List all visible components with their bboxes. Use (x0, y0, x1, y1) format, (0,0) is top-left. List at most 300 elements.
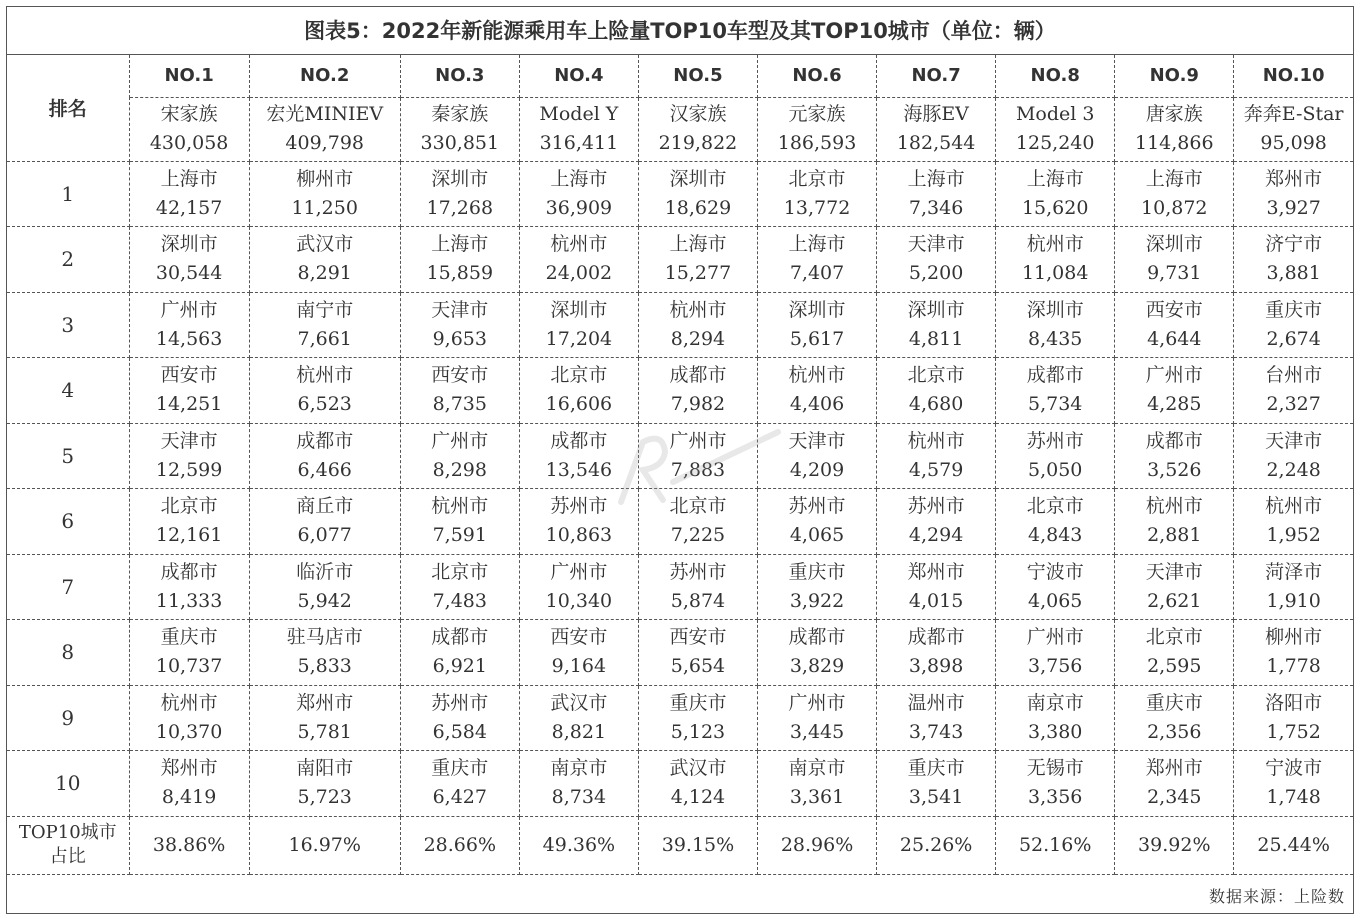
city-name: 重庆市 (907, 757, 965, 780)
city-volume: 7,225 (670, 524, 726, 547)
city-volume: 2,327 (1266, 393, 1321, 416)
model-total: 186,593 (777, 132, 857, 154)
city-cell (249, 554, 400, 620)
city-volume: 5,617 (789, 327, 845, 350)
city-volume: 5,734 (1027, 393, 1083, 416)
city-name: 上海市 (431, 233, 489, 256)
table-row (7, 161, 1353, 227)
city-volume: 5,781 (297, 720, 352, 743)
city-volume: 6,584 (432, 720, 487, 743)
city-volume: 5,654 (670, 655, 726, 678)
table-frame (6, 6, 1354, 914)
city-name: 深圳市 (907, 298, 965, 321)
city-name: 苏州市 (550, 495, 608, 518)
city-cell (1234, 554, 1353, 620)
city-cell (249, 161, 400, 227)
city-volume: 3,756 (1027, 655, 1083, 678)
city-cell (519, 161, 638, 227)
model-name: Model Y (539, 103, 619, 125)
city-cell (400, 489, 519, 555)
city-volume: 3,380 (1027, 720, 1083, 743)
city-name: 武汉市 (550, 691, 608, 714)
model-header-cell (129, 97, 249, 161)
city-cell (519, 685, 638, 751)
city-volume: 5,942 (297, 589, 352, 612)
city-cell (1115, 489, 1234, 555)
city-name: 北京市 (1145, 626, 1203, 649)
city-name: 洛阳市 (1265, 691, 1323, 714)
city-name: 杭州市 (1265, 495, 1323, 518)
city-volume: 8,419 (161, 786, 217, 809)
city-name: 成都市 (1145, 429, 1203, 452)
city-volume: 11,084 (1021, 262, 1089, 285)
city-volume: 36,909 (545, 196, 613, 219)
city-cell (249, 423, 400, 489)
city-name: 苏州市 (669, 560, 727, 583)
city-name: 广州市 (431, 429, 489, 452)
table-row (7, 227, 1353, 293)
city-volume: 6,077 (297, 524, 352, 547)
city-name: 济宁市 (1265, 233, 1323, 256)
city-name: 北京市 (1026, 495, 1084, 518)
city-cell (877, 620, 996, 686)
city-cell (758, 489, 877, 555)
rank-number: 5 (7, 423, 129, 489)
city-cell (400, 554, 519, 620)
city-cell (638, 489, 757, 555)
city-volume: 3,445 (789, 720, 845, 743)
city-cell (1115, 751, 1234, 817)
city-cell (877, 358, 996, 424)
city-name: 上海市 (1026, 167, 1084, 190)
share-label-cell (7, 816, 129, 874)
top10-share-value: 25.26% (877, 816, 996, 874)
city-volume: 10,863 (545, 524, 613, 547)
city-volume: 3,881 (1266, 262, 1321, 285)
city-volume: 10,737 (155, 655, 223, 678)
city-volume: 13,772 (783, 196, 851, 219)
city-volume: 4,644 (1147, 327, 1202, 350)
city-cell (519, 358, 638, 424)
city-volume: 1,778 (1266, 655, 1321, 678)
city-name: 南阳市 (296, 757, 354, 780)
city-volume: 11,333 (155, 589, 223, 612)
city-name: 成都市 (788, 626, 846, 649)
city-volume: 7,483 (432, 589, 487, 612)
city-name: 西安市 (669, 626, 727, 649)
city-name: 成都市 (296, 429, 354, 452)
city-cell (758, 227, 877, 293)
city-cell (996, 292, 1115, 358)
city-volume: 7,346 (908, 196, 964, 219)
city-volume: 3,356 (1027, 786, 1083, 809)
city-cell (519, 751, 638, 817)
city-volume: 5,874 (670, 589, 726, 612)
city-name: 深圳市 (1145, 233, 1203, 256)
table-row (7, 620, 1353, 686)
header-row-rank-numbers (7, 55, 1353, 97)
city-volume: 2,248 (1266, 458, 1321, 481)
city-cell (1234, 685, 1353, 751)
city-cell (996, 685, 1115, 751)
city-name: 成都市 (669, 364, 727, 387)
city-name: 宁波市 (1026, 560, 1084, 583)
share-label-line1: TOP10城市 (18, 822, 117, 843)
city-name: 北京市 (431, 560, 489, 583)
city-volume: 6,466 (297, 458, 352, 481)
city-volume: 6,921 (432, 655, 487, 678)
city-volume: 4,843 (1027, 524, 1083, 547)
city-volume: 6,427 (432, 786, 487, 809)
city-cell (877, 685, 996, 751)
model-total: 409,798 (285, 132, 364, 154)
city-name: 杭州市 (1026, 233, 1084, 256)
table-row (7, 423, 1353, 489)
city-cell (758, 685, 877, 751)
rank-number: 4 (7, 358, 129, 424)
city-cell (129, 423, 249, 489)
city-volume: 5,833 (297, 655, 352, 678)
city-volume: 7,883 (670, 458, 726, 481)
city-cell (129, 161, 249, 227)
model-total: 182,544 (896, 132, 976, 154)
city-name: 上海市 (160, 167, 218, 190)
model-name: 宋家族 (160, 103, 218, 125)
city-cell (129, 685, 249, 751)
city-name: 深圳市 (788, 298, 846, 321)
top10-share-value: 52.16% (996, 816, 1115, 874)
city-cell (1115, 685, 1234, 751)
city-volume: 1,748 (1266, 786, 1321, 809)
city-cell (758, 423, 877, 489)
city-name: 成都市 (550, 429, 608, 452)
model-rank-label: NO.8 (996, 55, 1115, 97)
city-name: 南京市 (550, 757, 608, 780)
table-row (7, 685, 1353, 751)
city-cell (758, 554, 877, 620)
city-cell (519, 227, 638, 293)
model-header-cell (758, 97, 877, 161)
city-name: 上海市 (788, 233, 846, 256)
city-cell (249, 227, 400, 293)
city-cell (638, 554, 757, 620)
city-cell (519, 423, 638, 489)
city-volume: 15,620 (1021, 196, 1089, 219)
city-cell (129, 292, 249, 358)
model-total: 316,411 (539, 132, 619, 154)
city-volume: 4,015 (908, 589, 964, 612)
city-name: 广州市 (160, 298, 218, 321)
city-name: 杭州市 (296, 364, 354, 387)
model-name: Model 3 (1015, 103, 1095, 125)
city-volume: 5,200 (908, 262, 964, 285)
city-volume: 4,285 (1147, 393, 1202, 416)
city-name: 重庆市 (669, 691, 727, 714)
city-volume: 14,251 (155, 393, 223, 416)
city-volume: 2,674 (1266, 327, 1321, 350)
city-cell (129, 751, 249, 817)
table-row (7, 751, 1353, 817)
city-cell (877, 489, 996, 555)
city-cell (1234, 620, 1353, 686)
city-volume: 2,356 (1147, 720, 1202, 743)
header-row-models (7, 97, 1353, 161)
city-volume: 3,361 (789, 786, 845, 809)
top10-share-value: 25.44% (1234, 816, 1353, 874)
city-name: 苏州市 (788, 495, 846, 518)
city-volume: 7,982 (670, 393, 726, 416)
city-cell (519, 554, 638, 620)
city-cell (1234, 751, 1353, 817)
city-name: 武汉市 (296, 233, 354, 256)
top10-share-value: 16.97% (249, 816, 400, 874)
city-volume: 4,294 (908, 524, 964, 547)
model-header-cell (249, 97, 400, 161)
city-volume: 9,731 (1147, 262, 1202, 285)
city-volume: 4,124 (670, 786, 726, 809)
city-cell (1115, 227, 1234, 293)
city-cell (400, 423, 519, 489)
city-name: 广州市 (1145, 364, 1203, 387)
city-volume: 17,204 (545, 327, 613, 350)
city-name: 菏泽市 (1265, 560, 1323, 583)
city-name: 北京市 (550, 364, 608, 387)
city-name: 深圳市 (431, 167, 489, 190)
city-volume: 3,526 (1147, 458, 1202, 481)
city-name: 无锡市 (1026, 757, 1084, 780)
city-volume: 24,002 (545, 262, 613, 285)
city-cell (249, 489, 400, 555)
city-cell (638, 423, 757, 489)
city-name: 天津市 (788, 429, 846, 452)
city-volume: 12,161 (155, 524, 223, 547)
model-name: 汉家族 (669, 103, 727, 125)
city-name: 北京市 (669, 495, 727, 518)
top10-share-value: 49.36% (519, 816, 638, 874)
city-cell (996, 358, 1115, 424)
city-name: 苏州市 (431, 691, 489, 714)
city-name: 杭州市 (788, 364, 846, 387)
city-name: 深圳市 (669, 167, 727, 190)
city-cell (638, 685, 757, 751)
model-rank-label: NO.5 (638, 55, 757, 97)
rank-number: 2 (7, 227, 129, 293)
table-row (7, 554, 1353, 620)
table-row (7, 489, 1353, 555)
city-cell (249, 292, 400, 358)
city-name: 苏州市 (1026, 429, 1084, 452)
city-name: 重庆市 (1145, 691, 1203, 714)
top10-share-value: 28.96% (758, 816, 877, 874)
model-header-cell (877, 97, 996, 161)
city-volume: 1,910 (1266, 589, 1321, 612)
city-volume: 17,268 (426, 196, 494, 219)
city-name: 成都市 (160, 560, 218, 583)
city-volume: 3,922 (789, 589, 845, 612)
city-name: 北京市 (160, 495, 218, 518)
city-cell (400, 751, 519, 817)
city-cell (249, 685, 400, 751)
model-name: 奔奔E-Star (1243, 103, 1344, 125)
city-volume: 11,250 (291, 196, 358, 219)
model-name: 秦家族 (431, 103, 489, 125)
city-cell (519, 489, 638, 555)
city-volume: 6,523 (297, 393, 352, 416)
city-cell (996, 227, 1115, 293)
table-row (7, 358, 1353, 424)
city-name: 郑州市 (1145, 757, 1203, 780)
model-total: 430,058 (149, 132, 229, 154)
city-name: 北京市 (907, 364, 965, 387)
city-name: 郑州市 (296, 691, 354, 714)
city-cell (400, 685, 519, 751)
city-name: 上海市 (907, 167, 965, 190)
city-cell (400, 620, 519, 686)
city-name: 驻马店市 (286, 626, 363, 649)
city-name: 郑州市 (907, 560, 965, 583)
ranking-table (7, 55, 1353, 875)
city-volume: 4,065 (1027, 589, 1083, 612)
city-name: 西安市 (550, 626, 608, 649)
city-volume: 4,579 (908, 458, 964, 481)
city-volume: 15,859 (426, 262, 494, 285)
city-volume: 3,541 (908, 786, 964, 809)
city-volume: 10,340 (545, 589, 613, 612)
city-volume: 14,563 (155, 327, 223, 350)
city-cell (758, 292, 877, 358)
city-volume: 7,661 (297, 327, 352, 350)
city-name: 重庆市 (788, 560, 846, 583)
city-cell (1234, 489, 1353, 555)
city-cell (129, 489, 249, 555)
city-name: 上海市 (669, 233, 727, 256)
city-name: 台州市 (1265, 364, 1323, 387)
city-volume: 8,735 (432, 393, 487, 416)
rank-number: 6 (7, 489, 129, 555)
city-cell (249, 358, 400, 424)
model-total: 125,240 (1015, 132, 1095, 154)
table-row (7, 292, 1353, 358)
model-name: 元家族 (788, 103, 846, 125)
city-name: 温州市 (907, 691, 965, 714)
city-volume: 1,752 (1266, 720, 1321, 743)
city-volume: 3,743 (908, 720, 964, 743)
city-name: 成都市 (907, 626, 965, 649)
city-name: 重庆市 (1265, 298, 1323, 321)
city-cell (877, 423, 996, 489)
city-cell (519, 292, 638, 358)
city-volume: 16,606 (545, 393, 613, 416)
city-cell (996, 554, 1115, 620)
rank-header: 排名 (7, 55, 129, 161)
city-volume: 2,881 (1147, 524, 1202, 547)
city-name: 杭州市 (907, 429, 965, 452)
city-name: 临沂市 (296, 560, 354, 583)
city-cell (129, 620, 249, 686)
model-header-cell (400, 97, 519, 161)
top10-share-value: 39.92% (1115, 816, 1234, 874)
rank-number: 1 (7, 161, 129, 227)
city-cell (877, 554, 996, 620)
rank-number: 3 (7, 292, 129, 358)
city-volume: 10,872 (1141, 196, 1208, 219)
city-cell (1115, 292, 1234, 358)
model-total: 95,098 (1260, 132, 1327, 154)
city-name: 上海市 (1145, 167, 1203, 190)
city-cell (638, 358, 757, 424)
city-name: 深圳市 (550, 298, 608, 321)
city-volume: 1,952 (1266, 524, 1321, 547)
city-volume: 5,723 (297, 786, 352, 809)
city-cell (1234, 423, 1353, 489)
city-cell (877, 227, 996, 293)
city-name: 天津市 (907, 233, 965, 256)
city-volume: 30,544 (155, 262, 223, 285)
city-cell (129, 227, 249, 293)
city-name: 郑州市 (160, 757, 218, 780)
city-volume: 12,599 (155, 458, 223, 481)
rank-number: 8 (7, 620, 129, 686)
city-name: 上海市 (550, 167, 608, 190)
city-cell (638, 161, 757, 227)
share-row (7, 816, 1353, 874)
city-volume: 4,680 (908, 393, 964, 416)
city-name: 南宁市 (296, 298, 354, 321)
city-cell (1115, 620, 1234, 686)
city-name: 成都市 (431, 626, 489, 649)
city-volume: 10,370 (155, 720, 223, 743)
model-rank-label: NO.10 (1234, 55, 1353, 97)
city-cell (1234, 161, 1353, 227)
model-rank-label: NO.1 (129, 55, 249, 97)
city-volume: 3,829 (789, 655, 845, 678)
city-name: 柳州市 (296, 167, 354, 190)
rank-number: 10 (7, 751, 129, 817)
city-name: 深圳市 (1026, 298, 1084, 321)
city-name: 西安市 (431, 364, 489, 387)
city-cell (400, 161, 519, 227)
city-name: 西安市 (1145, 298, 1203, 321)
model-total: 219,822 (658, 132, 738, 154)
city-cell (638, 292, 757, 358)
city-name: 商丘市 (296, 495, 354, 518)
city-volume: 42,157 (155, 196, 223, 219)
city-volume: 2,595 (1147, 655, 1202, 678)
city-cell (638, 751, 757, 817)
city-name: 成都市 (1026, 364, 1084, 387)
city-name: 宁波市 (1265, 757, 1323, 780)
city-name: 天津市 (160, 429, 218, 452)
city-cell (638, 620, 757, 686)
city-cell (996, 161, 1115, 227)
city-name: 杭州市 (1145, 495, 1203, 518)
model-rank-label: NO.3 (400, 55, 519, 97)
city-name: 武汉市 (669, 757, 727, 780)
city-volume: 4,065 (789, 524, 845, 547)
city-cell (996, 423, 1115, 489)
model-rank-label: NO.9 (1115, 55, 1234, 97)
city-volume: 3,898 (908, 655, 964, 678)
city-cell (1234, 227, 1353, 293)
city-name: 南京市 (788, 757, 846, 780)
model-name: 海豚EV (903, 103, 969, 125)
city-cell (877, 751, 996, 817)
city-cell (758, 358, 877, 424)
city-cell (249, 751, 400, 817)
city-name: 杭州市 (160, 691, 218, 714)
city-cell (400, 292, 519, 358)
city-volume: 7,591 (432, 524, 487, 547)
